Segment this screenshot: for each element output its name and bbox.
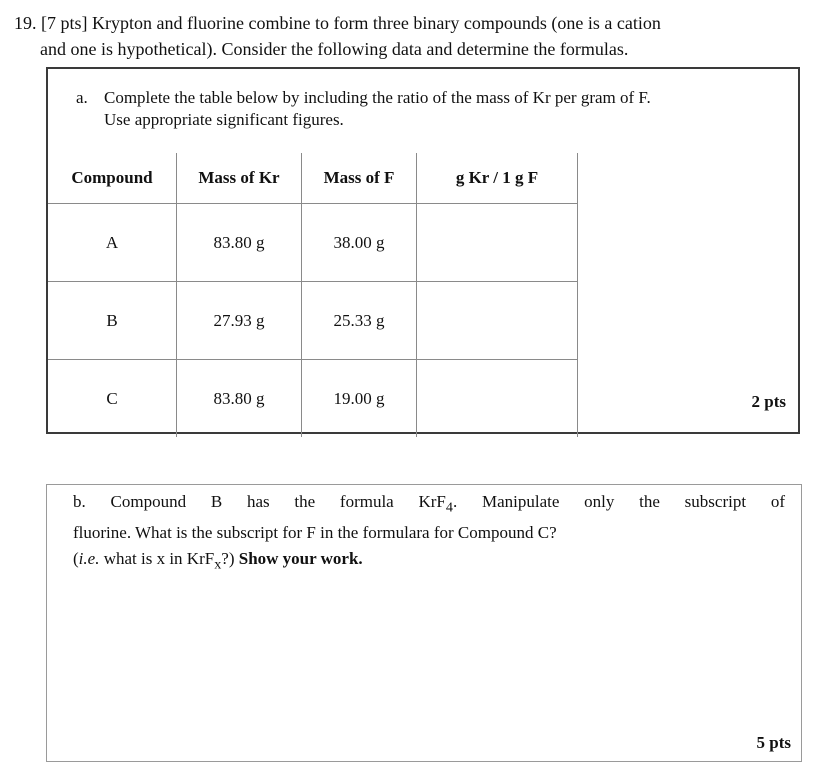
table-header-row [48, 153, 578, 204]
cell-compound: B [48, 282, 177, 360]
part-b-prompt [73, 489, 785, 578]
part-b-line-3-ie: i.e. [78, 549, 100, 569]
header-ratio: g Kr / 1 g F [417, 153, 578, 204]
header-mass-f: Mass of F [302, 153, 417, 204]
cell-compound: A [48, 204, 177, 282]
part-b-box [46, 484, 802, 762]
cell-ratio-input[interactable] [417, 360, 578, 438]
part-b-line-3-mid: what is x in KrF [99, 549, 215, 569]
cell-mass-f: 38.00 g [302, 204, 417, 282]
question-line-1 [14, 10, 804, 36]
part-b-line-3-open: ( [73, 549, 79, 569]
question-number: 19. [14, 13, 37, 33]
cell-ratio-input[interactable] [417, 204, 578, 282]
cell-mass-f: 19.00 g [302, 360, 417, 438]
question-text-line-2: and one is hypothetical). Consider the following data and determine the formulas. [40, 39, 629, 59]
part-b-points: 5 pts [756, 733, 791, 752]
header-compound: Compound [48, 153, 177, 204]
part-b-line-3-sub: x [214, 556, 222, 573]
part-a-points: 2 pts [751, 392, 786, 411]
part-a-line-1: Complete the table below by including the ratio of the mass of Kr per gram of F. [104, 88, 651, 107]
part-a-label: a. [76, 88, 88, 107]
part-b-line-3-bold: Show your work. [238, 549, 363, 569]
part-b-line-1-sub: 4 [445, 499, 453, 516]
cell-mass-kr: 83.80 g [177, 204, 302, 282]
part-a-prompt [76, 87, 796, 131]
header-mass-kr: Mass of Kr [177, 153, 302, 204]
part-a-line-2: Use appropriate significant figures. [104, 110, 344, 129]
data-table [48, 153, 578, 437]
cell-mass-kr: 83.80 g [177, 360, 302, 438]
part-b-line-1-end: . Manipulate only the subscript of [452, 492, 785, 511]
question-header [14, 10, 804, 62]
part-a-box [46, 67, 800, 434]
table-row [48, 282, 578, 360]
table-row [48, 360, 578, 438]
part-b-line-1 [73, 489, 785, 520]
cell-mass-kr: 27.93 g [177, 282, 302, 360]
work-answer-area[interactable] [73, 575, 773, 725]
part-b-line-3 [73, 546, 785, 577]
part-b-line-1-start: b. Compound B has the formula KrF [73, 492, 446, 511]
part-b-line-3-end: ?) [221, 549, 239, 569]
part-b-line-2: fluorine. What is the subscript for F in the formulara for Compound C? [73, 523, 557, 543]
cell-compound: C [48, 360, 177, 438]
cell-ratio-input[interactable] [417, 282, 578, 360]
table-row [48, 204, 578, 282]
cell-mass-f: 25.33 g [302, 282, 417, 360]
question-text-line-1: Krypton and fluorine combine to form three binary compounds (one is a cation [92, 13, 661, 33]
question-points: [7 pts] [41, 13, 88, 33]
